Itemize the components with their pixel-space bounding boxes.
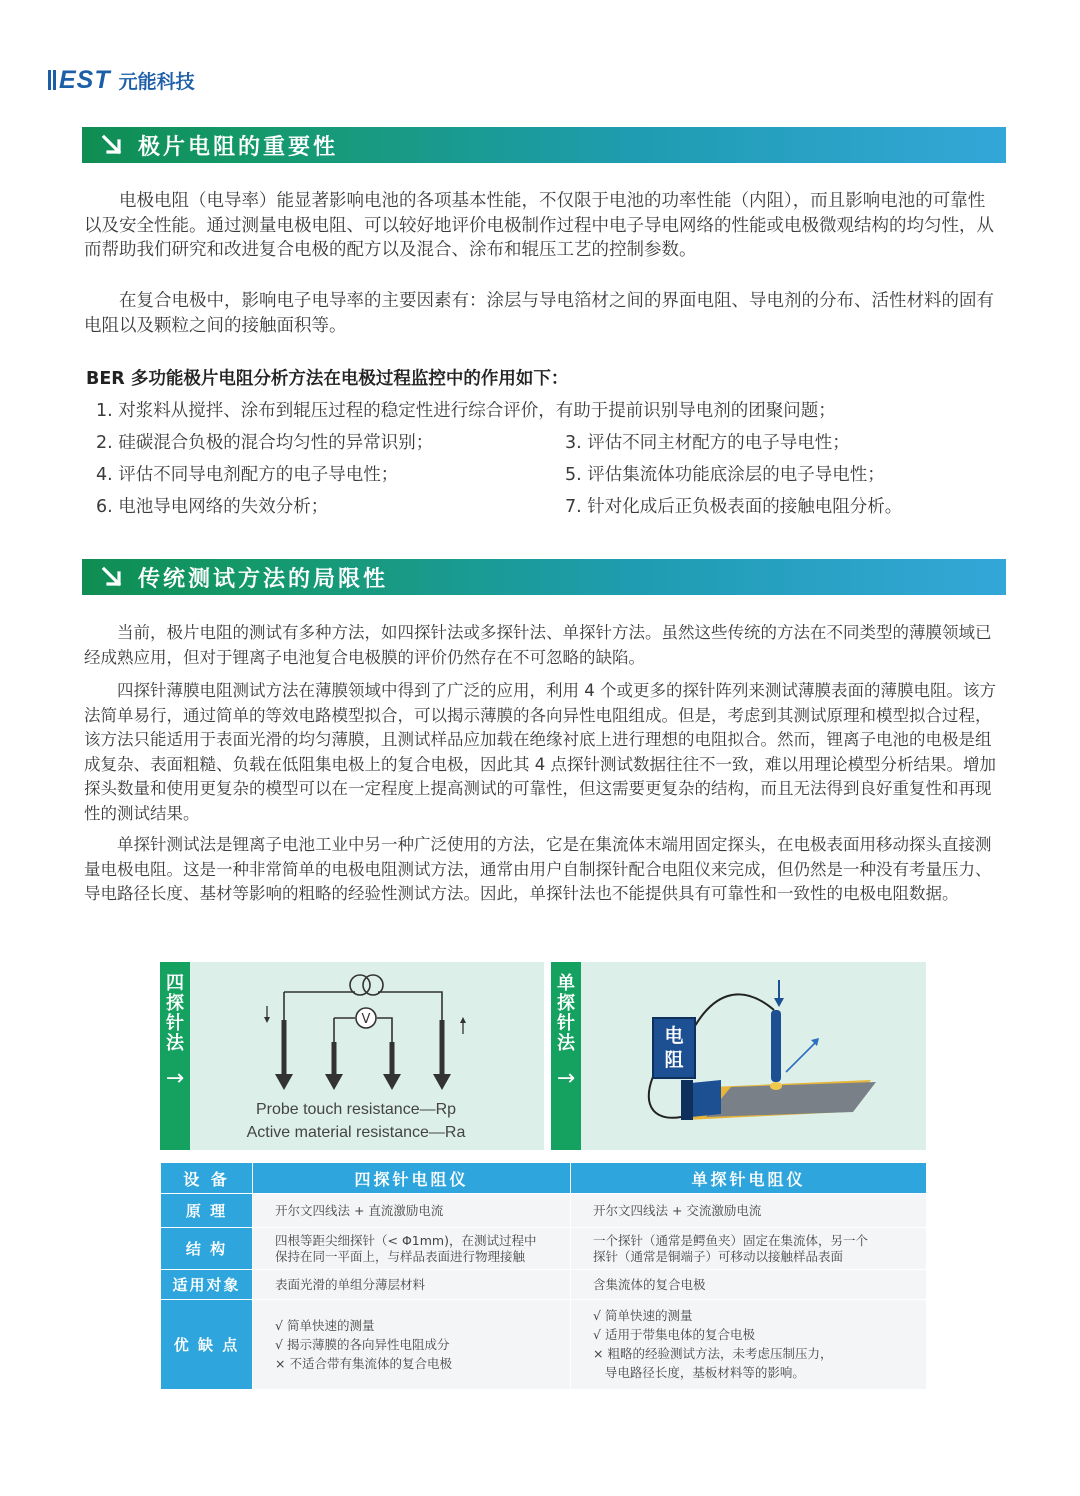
- list-item-6: 6. 电池导电网络的失效分析；: [96, 497, 329, 517]
- four-probe-tab: [160, 962, 190, 1150]
- cell-line: 表面光滑的单组分薄层材料: [275, 1276, 426, 1292]
- four-probe-diagram: [160, 962, 544, 1150]
- four-probe-cell: [253, 1270, 571, 1300]
- single-probe-cell: [571, 1228, 927, 1270]
- section2-title: 传统测试方法的局限性: [138, 566, 389, 592]
- section2-para3: 单探针测试法是锂离子电池工业中另一种广泛使用的方法，它是在集流体末端用固定探头，在电极表面用移动探头直接测量电极电阻。这是一种非常简单的电极电阻测试方法，通常由用户自制探针配合电阻仪来完成，但仍然是一种没有考量压力、导电路径长度、基材等影响的粗略的经验性测试方法。因此，单探针法也不能提供具有可靠性和一致性的电极电阻数据。: [84, 835, 992, 903]
- header-four-probe: 四探针电阻仪: [253, 1163, 571, 1194]
- cell-line: 开尔文四线法 + 交流激励电流: [593, 1202, 762, 1218]
- table-header-row: [161, 1163, 927, 1194]
- section2-para2: 四探针薄膜电阻测试方法在薄膜领域中得到了广泛的应用，利用 4 个或更多的探针阵列来测试薄膜表面的薄膜电阻。该方法简单易行，通过简单的等效电路模型拟合，可以揭示薄膜的各向异性电阻组成。但是，考虑到其测试原理和模型拟合过程，该方法只能适用于表面光滑的均匀薄膜，且测试样品应加载在绝缘衬底上进行理想的电阻拟合。然而，锂离子电池的电极是组成复杂、表面粗糙、负载在低阻集电极上的复合电极，因此其 4 点探针测试数据往往不一致，难以用理论模型分析结果。增加探头数量和使用更复杂的模型可以在一定程度上提高测试的可靠性，但这需要更复杂的结构，而且无法得到良好重复性和再现性的测试结果。: [84, 681, 996, 823]
- table-row: [161, 1228, 927, 1270]
- logo-cn: 元能科技: [118, 70, 195, 93]
- rp-label: Probe touch resistance—Rp: [255, 1101, 457, 1118]
- four-probe-cell: [253, 1300, 571, 1390]
- list-item-4: 4. 评估不同导电剂配方的电子导电性；: [96, 465, 399, 485]
- cell-line: 导电路径长度，基板材料等的影响。: [593, 1365, 805, 1380]
- list-item-3: 3. 评估不同主材配方的电子导电性；: [565, 433, 850, 453]
- cell-line: 保持在同一平面上，与样品表面进行物理接触: [275, 1248, 526, 1264]
- section1-para1: 电极电阻（电导率）能显著影响电池的各项基本性能，不仅限于电池的功率性能（内阻），而且影响电池的可靠性以及安全性能。通过测量电极电阻、可以较好地评价电极制作过程中电子导电网络的性能或电极微观结构的均匀性，从而帮助我们研究和改进复合电极的配方以及混合、涂布和辊压工艺的控制参数。: [84, 191, 994, 260]
- cell-line: 四根等距尖细探针（< Φ1mm)，在测试过程中: [275, 1232, 537, 1248]
- row-label: 优 缺 点: [161, 1300, 253, 1390]
- four-probe-cell: [253, 1228, 571, 1270]
- logo-brand: EST: [59, 65, 111, 94]
- comparison-table: [160, 1162, 927, 1390]
- row-label: 适用对象: [161, 1270, 253, 1300]
- arrow-down-right-icon: [92, 565, 132, 589]
- single-probe-cell: [571, 1270, 927, 1300]
- arrow-right-icon: →: [556, 1066, 576, 1091]
- list-item-5: 5. 评估集流体功能底涂层的电子导电性；: [565, 465, 885, 485]
- single-probe-cell: [571, 1300, 927, 1390]
- single-probe-diagram: [551, 962, 926, 1150]
- table-row: [161, 1270, 927, 1300]
- cell-line: √ 简单快速的测量: [275, 1317, 375, 1333]
- single-probe-tab-text: 单探针法: [557, 973, 575, 1054]
- list-item-7: 7. 针对化成后正负极表面的接触电阻分析。: [565, 497, 903, 517]
- cell-line: √ 简单快速的测量: [593, 1308, 693, 1323]
- cell-line: 开尔文四线法 + 直流激励电流: [275, 1202, 444, 1218]
- arrow-right-icon: →: [165, 1066, 185, 1091]
- cell-line: × 不适合带有集流体的复合电极: [275, 1355, 452, 1371]
- row-label: 原 理: [161, 1194, 253, 1228]
- cell-line: 探针（通常是铜端子）可移动以接触样品表面: [593, 1248, 844, 1264]
- cell-line: √ 适用于带集电体的复合电极: [593, 1327, 755, 1342]
- section1-para2: 在复合电极中，影响电子电导率的主要因素有：涂层与导电箔材之间的界面电阻、导电剂的分布、活性材料的固有电阻以及颗粒之间的接触面积等。: [84, 291, 994, 336]
- section1-title: 极片电阻的重要性: [138, 134, 339, 160]
- table-row: [161, 1300, 927, 1390]
- ra-label: Active material resistance—Ra: [246, 1124, 466, 1141]
- row-label: 结 构: [161, 1228, 253, 1270]
- single-probe-tab: [551, 962, 581, 1150]
- cell-line: 一个探针（通常是鳄鱼夹）固定在集流体，另一个: [593, 1232, 869, 1248]
- four-probe-tab-text: 四探针法: [166, 973, 184, 1054]
- list-heading: BER 多功能极片电阻分析方法在电极过程监控中的作用如下：: [86, 369, 569, 389]
- header-single-probe: 单探针电阻仪: [571, 1163, 927, 1194]
- section2-para1: 当前，极片电阻的测试有多种方法，如四探针法或多探针法、单探针方法。虽然这些传统的方法在不同类型的薄膜领域已经成熟应用，但对于锂离子电池复合电极膜的评价仍然存在不可忽略的缺陷。: [84, 623, 992, 667]
- resistance-box-label: 电阻: [664, 1025, 684, 1071]
- list-item-1: 1. 对浆料从搅拌、涂布到辊压过程的稳定性进行综合评价，有助于提前识别导电剂的团聚问题；: [96, 401, 836, 421]
- arrow-down-right-icon: [92, 133, 132, 157]
- section2-banner: [82, 559, 1006, 595]
- four-probe-cell: [253, 1194, 571, 1228]
- logo-bars-icon: [48, 70, 56, 90]
- cell-line: × 粗略的经验测试方法，未考虑压制压力，: [593, 1346, 833, 1361]
- logo: [48, 66, 195, 94]
- list-item-2: 2. 硅碳混合负极的混合均匀性的异常识别；: [96, 433, 434, 453]
- cell-line: 含集流体的复合电极: [593, 1276, 706, 1292]
- table-row: [161, 1194, 927, 1228]
- single-probe-cell: [571, 1194, 927, 1228]
- cell-line: √ 揭示薄膜的各向异性电阻成分: [275, 1336, 450, 1352]
- header-device: 设 备: [161, 1163, 253, 1194]
- single-probe-tab-label: [551, 974, 581, 1054]
- single-probe-illustration: [581, 962, 926, 1150]
- four-probe-circuit: [190, 962, 544, 1150]
- section1-banner: [82, 127, 1006, 163]
- four-probe-tab-label: [160, 974, 190, 1054]
- voltmeter-symbol: V: [361, 1012, 371, 1027]
